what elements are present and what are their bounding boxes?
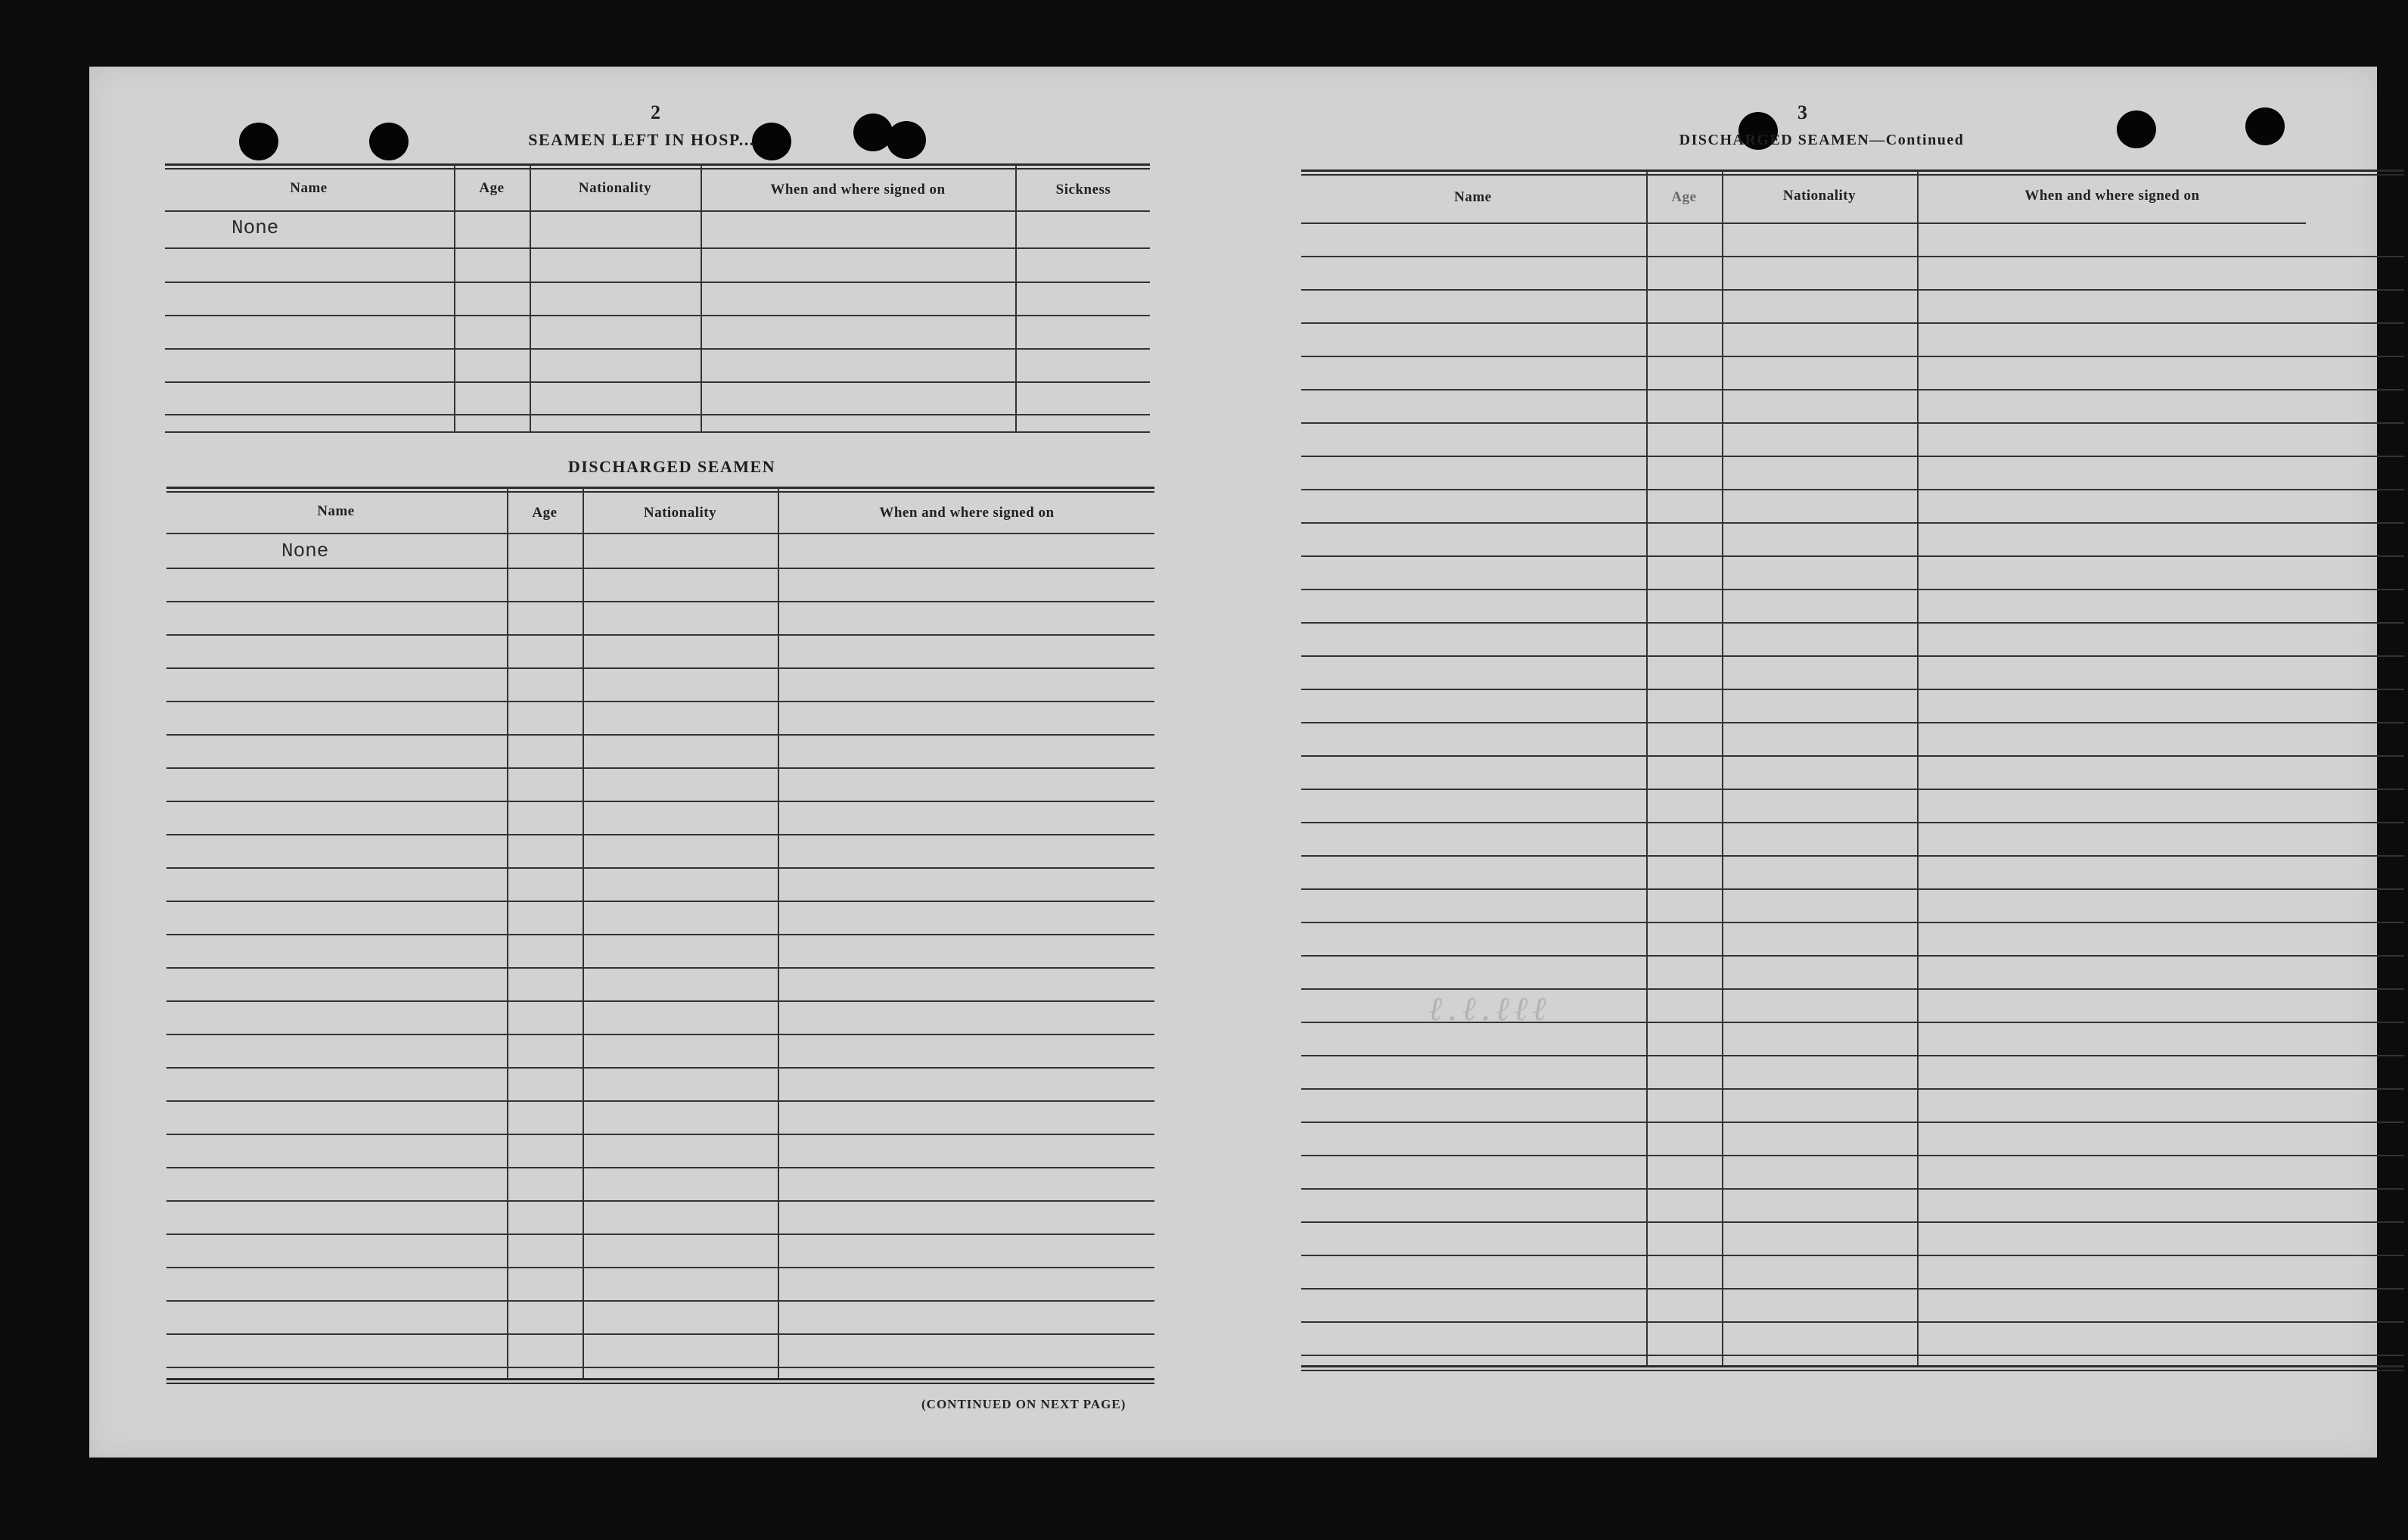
discharged-none-entry: None (281, 540, 329, 562)
hospital-table (165, 163, 1150, 508)
continued-note: (CONTINUED ON NEXT PAGE) (921, 1397, 1126, 1411)
col-header-sickness: Sickness (1055, 182, 1111, 198)
col-header-age: Age (479, 180, 505, 196)
discharged-continued-table (1301, 170, 2404, 1380)
col-header-when-where: When and where signed on (770, 182, 946, 198)
punch-hole (239, 123, 278, 160)
col-header-nationality: Nationality (1782, 188, 1856, 204)
punch-hole (369, 123, 409, 160)
section-title-discharged-continued: DISCHARGED SEAMEN—Continued (1679, 132, 1965, 148)
document-sheet (89, 67, 2377, 1458)
col-header-when-where: When and where signed on (2024, 188, 2200, 204)
punch-hole (887, 121, 926, 159)
hospital-none-entry: None (231, 216, 279, 239)
col-header-nationality: Nationality (643, 505, 717, 521)
punch-hole (853, 114, 893, 151)
discharged-table (166, 487, 1154, 1470)
punch-hole (2245, 107, 2285, 145)
col-header-age: Age (1671, 189, 1697, 205)
col-header-name: Name (1454, 189, 1492, 205)
punch-hole (2117, 110, 2156, 148)
col-header-when-where: When and where signed on (879, 505, 1055, 521)
section-title-discharged: DISCHARGED SEAMEN (567, 457, 776, 476)
col-header-name: Name (317, 503, 355, 519)
col-header-age: Age (532, 505, 558, 521)
col-header-name: Name (290, 180, 328, 196)
page-number-left: 2 (651, 101, 660, 123)
page-number-right: 3 (1797, 101, 1807, 123)
section-title-hospital: SEAMEN LEFT IN HOSP... (528, 130, 755, 149)
col-header-nationality: Nationality (578, 180, 652, 196)
bleed-through-mark: ℓ.ℓ.ℓℓℓ (1428, 990, 1551, 1028)
